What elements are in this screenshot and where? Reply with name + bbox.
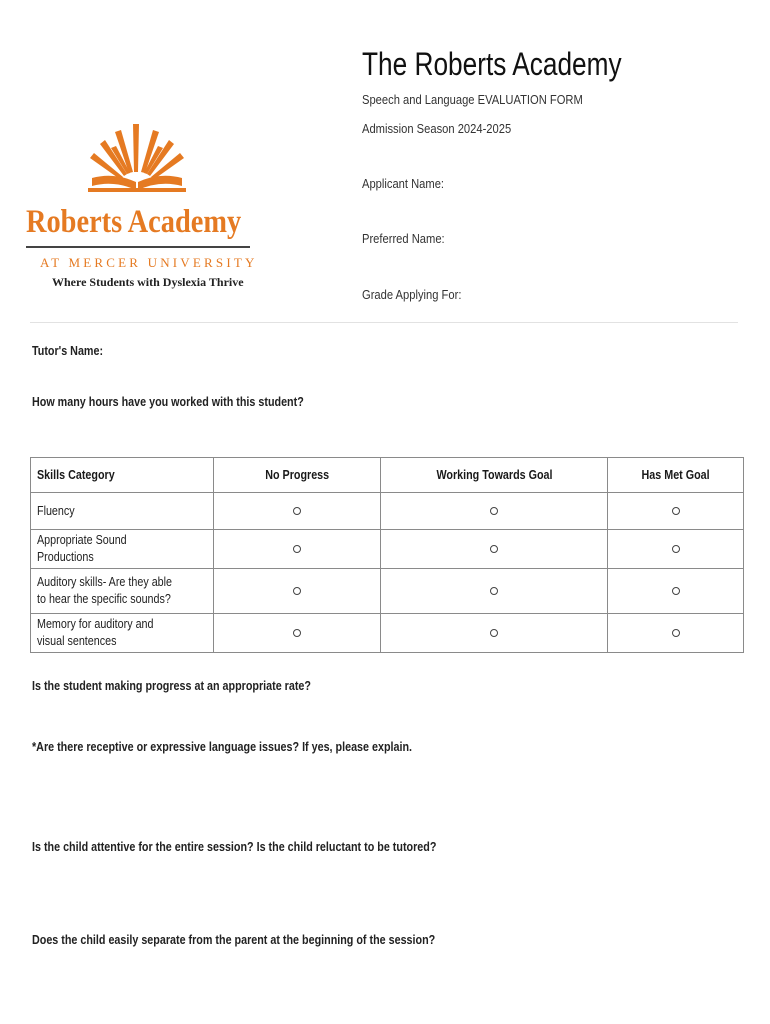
radio-icon	[293, 629, 301, 637]
table-row	[31, 569, 744, 614]
header-working-towards-goal: Working Towards Goal	[381, 458, 608, 493]
progress-rate-question: Is the student making progress at an appropriate rate?	[32, 679, 311, 693]
academy-logo	[22, 118, 258, 298]
document-title: The Roberts Academy	[362, 46, 622, 82]
radio-no-progress[interactable]	[214, 530, 381, 569]
radio-has-met-goal[interactable]	[608, 493, 744, 530]
table-row	[31, 614, 744, 653]
radio-no-progress[interactable]	[214, 569, 381, 614]
header-no-progress: No Progress	[214, 458, 381, 493]
radio-working-towards-goal[interactable]	[381, 530, 608, 569]
radio-icon	[293, 587, 301, 595]
radio-icon	[293, 545, 301, 553]
row-label-fluency: Fluency	[31, 493, 214, 530]
hours-question: How many hours have you worked with this student?	[32, 395, 304, 409]
applicant-name-label: Applicant Name:	[362, 176, 445, 191]
logo-tagline: Where Students with Dyslexia Thrive	[52, 275, 244, 289]
logo-rule	[26, 246, 250, 248]
language-issues-question: *Are there receptive or expressive language issues? If yes, please explain.	[32, 740, 413, 754]
radio-icon	[490, 587, 498, 595]
grade-applying-label: Grade Applying For:	[362, 287, 462, 302]
tutor-name-label: Tutor's Name:	[32, 344, 104, 358]
open-book-rays-icon	[22, 118, 258, 200]
row-label-auditory-skills: Auditory skills- Are they able to hear the specific sounds?	[31, 569, 214, 614]
header-skills-category: Skills Category	[31, 458, 214, 493]
radio-working-towards-goal[interactable]	[381, 569, 608, 614]
attentive-question: Is the child attentive for the entire session? Is the child reluctant to be tutored?	[32, 840, 437, 854]
radio-icon	[672, 629, 680, 637]
radio-icon	[672, 587, 680, 595]
radio-has-met-goal[interactable]	[608, 530, 744, 569]
row-label-memory: Memory for auditory and visual sentences	[31, 614, 214, 653]
preferred-name-label: Preferred Name:	[362, 231, 445, 246]
radio-icon	[490, 545, 498, 553]
radio-icon	[490, 507, 498, 515]
table-row	[31, 493, 744, 530]
radio-icon	[490, 629, 498, 637]
header-divider	[30, 322, 738, 323]
table-header-row	[31, 458, 744, 493]
radio-no-progress[interactable]	[214, 493, 381, 530]
radio-icon	[672, 507, 680, 515]
radio-icon	[293, 507, 301, 515]
row-label-sound-productions: Appropriate Sound Productions	[31, 530, 214, 569]
header-has-met-goal: Has Met Goal	[608, 458, 744, 493]
logo-subtitle: AT MERCER UNIVERSITY	[40, 255, 258, 270]
form-subtitle: Speech and Language EVALUATION FORM	[362, 92, 583, 107]
radio-no-progress[interactable]	[214, 614, 381, 653]
logo-wordmark: Roberts Academy	[26, 204, 242, 240]
radio-has-met-goal[interactable]	[608, 569, 744, 614]
radio-has-met-goal[interactable]	[608, 614, 744, 653]
skills-table	[30, 457, 744, 653]
radio-icon	[672, 545, 680, 553]
radio-working-towards-goal[interactable]	[381, 493, 608, 530]
table-row	[31, 530, 744, 569]
radio-working-towards-goal[interactable]	[381, 614, 608, 653]
admission-season: Admission Season 2024-2025	[362, 121, 512, 136]
separate-question: Does the child easily separate from the parent at the beginning of the session?	[32, 933, 436, 947]
